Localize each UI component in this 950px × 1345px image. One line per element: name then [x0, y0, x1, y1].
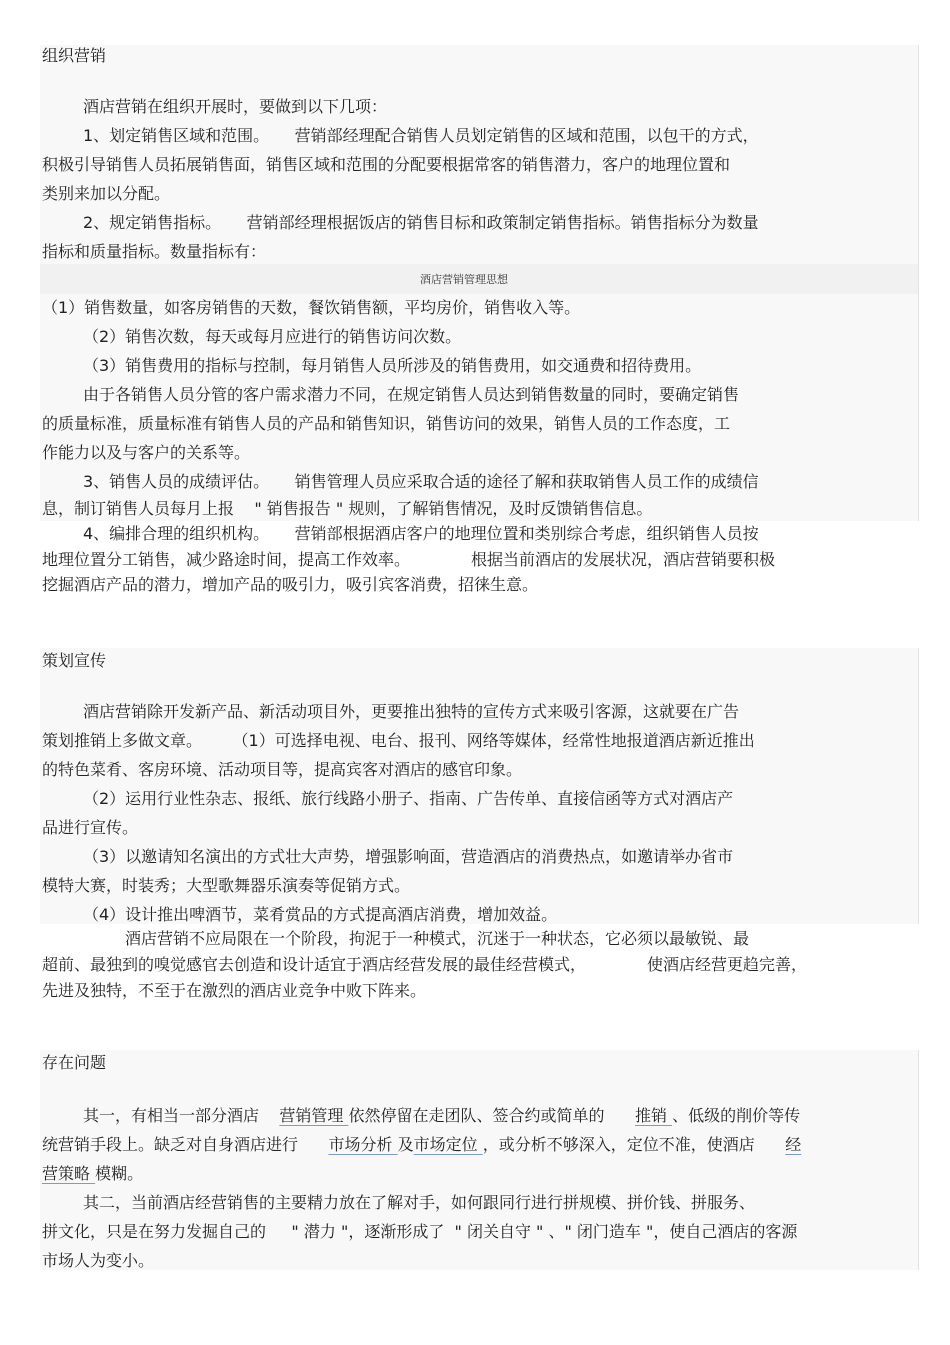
text-run: ，或分析不够深入，定位不准，使酒店 — [482, 1135, 786, 1154]
section-heading-problems: 存在问题 — [42, 1053, 107, 1072]
link-business-strategy-part1[interactable]: 经 — [785, 1135, 802, 1154]
paragraph-line — [42, 1164, 143, 1184]
paragraph-line: （3）销售费用的指标与控制，每月销售人员所涉及的销售费用，如交通费和招待费用。 — [83, 356, 702, 375]
link-market-analysis[interactable]: 市场分析 — [328, 1135, 398, 1154]
link-market-positioning[interactable]: 市场定位 — [413, 1135, 483, 1154]
banner-title: 酒店营销管理思想 — [420, 273, 508, 286]
paragraph-line: 酒店营销不应局限在一个阶段，拘泥于一种模式，沉迷于一种状态，它必须以最敏锐、最 — [125, 929, 750, 948]
text-run: 依然停留在走团队、签合约或简单的 — [348, 1106, 635, 1125]
link-business-strategy-part2[interactable]: 营策略 — [42, 1164, 96, 1183]
paragraph-line: 先进及独特，不至于在激烈的酒店业竞争中败下阵来。 — [42, 981, 427, 1000]
text-run: 其一，有相当一部分酒店 — [83, 1106, 280, 1125]
paragraph-line: 其二，当前酒店经营销售的主要精力放在了解对手，如何跟同行进行拼规模、拼价钱、拼服务、 — [83, 1193, 756, 1212]
link-marketing-management[interactable]: 营销管理 — [279, 1106, 349, 1125]
paragraph-line: 积极引导销售人员拓展销售面，销售区域和范围的分配要根据常客的销售潜力，客户的地理位置和 — [42, 155, 731, 174]
paragraph-line: 地理位置分工销售，减少路途时间，提高工作效率。 根据当前酒店的发展状况，酒店营销要积极 — [42, 550, 776, 569]
paragraph-line: 2、规定销售指标。 营销部经理根据饭店的销售目标和政策制定销售指标。销售指标分为数量 — [83, 213, 759, 232]
paragraph-line: 模特大赛，时装秀；大型歌舞器乐演奏等促销方式。 — [42, 876, 411, 895]
panel-right-border — [918, 648, 919, 924]
paragraph-line: 市场人为变小。 — [42, 1251, 155, 1270]
paragraph-line: 酒店营销除开发新产品、新活动项目外，更要推出独特的宣传方式来吸引客源，这就要在广告 — [83, 702, 740, 721]
paragraph-line: （2）运用行业性杂志、报纸、旅行线路小册子、指南、广告传单、直接信函等方式对酒店产 — [83, 789, 734, 808]
text-run: 及 — [397, 1135, 414, 1154]
paragraph-line — [83, 1106, 800, 1126]
paragraph-line: 作能力以及与客户的关系等。 — [42, 443, 251, 462]
paragraph-line: 挖掘酒店产品的潜力，增加产品的吸引力，吸引宾客消费，招徕生意。 — [42, 575, 539, 594]
panel-right-border — [918, 45, 919, 521]
paragraph-line — [42, 1135, 801, 1155]
paragraph-line: 息，制订销售人员每月上报 " 销售报告 " 规则，了解销售情况，及时反馈销售信息。 — [42, 499, 653, 518]
paragraph-line: 3、销售人员的成绩评估。 销售管理人员应采取合适的途径了解和获取销售人员工作的成绩信 — [83, 472, 759, 491]
section-heading-organize: 组织营销 — [42, 46, 107, 65]
text-run: 、低级的削价等传 — [672, 1106, 801, 1125]
paragraph-line: 超前、最独到的嗅觉感官去创造和设计适宜于酒店经营发展的最佳经营模式， 使酒店经营更趋完善， — [42, 955, 808, 974]
paragraph-line: 的质量标准，质量标准有销售人员的产品和销售知识，销售访问的效果，销售人员的工作态度，工 — [42, 414, 731, 433]
panel-right-border — [918, 1050, 919, 1270]
text-run: 模糊。 — [95, 1164, 144, 1183]
paragraph-line: （4）设计推出啤酒节，菜肴赏品的方式提高酒店消费，增加效益。 — [83, 905, 558, 924]
paragraph-line: 酒店营销在组织开展时，要做到以下几项： — [83, 97, 388, 116]
paragraph-line: 类别来加以分配。 — [42, 184, 171, 203]
section-heading-promotion: 策划宣传 — [42, 651, 107, 670]
paragraph-line: 由于各销售人员分管的客户需求潜力不同，在规定销售人员达到销售数量的同时，要确定销售 — [83, 385, 740, 404]
paragraph-line: 拼文化，只是在努力发掘自己的 " 潜力 "，逐渐形成了 " 闭关自守 " 、" 闭门造车 "，使自己酒店的客源 — [42, 1222, 798, 1241]
paragraph-line: （1）销售数量，如客房销售的天数，餐饮销售额，平均房价，销售收入等。 — [42, 298, 581, 317]
text-run: 统营销手段上。缺乏对自身酒店进行 — [42, 1135, 329, 1154]
paragraph-line: 指标和质量指标。数量指标有： — [42, 242, 267, 261]
paragraph-line: 策划推销上多做文章。 （1）可选择电视、电台、报刊、网络等媒体，经常性地报道酒店新近推出 — [42, 731, 755, 750]
paragraph-line: （3）以邀请知名演出的方式壮大声势，增强影响面，营造酒店的消费热点，如邀请举办省市 — [83, 847, 734, 866]
paragraph-line: 1、划定销售区域和范围。 营销部经理配合销售人员划定销售的区域和范围，以包干的方式， — [83, 126, 759, 145]
paragraph-line: （2）销售次数，每天或每月应进行的销售访问次数。 — [83, 327, 462, 346]
paragraph-line: 的特色菜肴、客房环境、活动项目等，提高宾客对酒店的感官印象。 — [42, 760, 523, 779]
paragraph-line: 4、编排合理的组织机构。 营销部根据酒店客户的地理位置和类别综合考虑，组织销售人员按 — [83, 524, 759, 543]
paragraph-line: 品进行宣传。 — [42, 818, 139, 837]
link-promotion[interactable]: 推销 — [634, 1106, 673, 1125]
